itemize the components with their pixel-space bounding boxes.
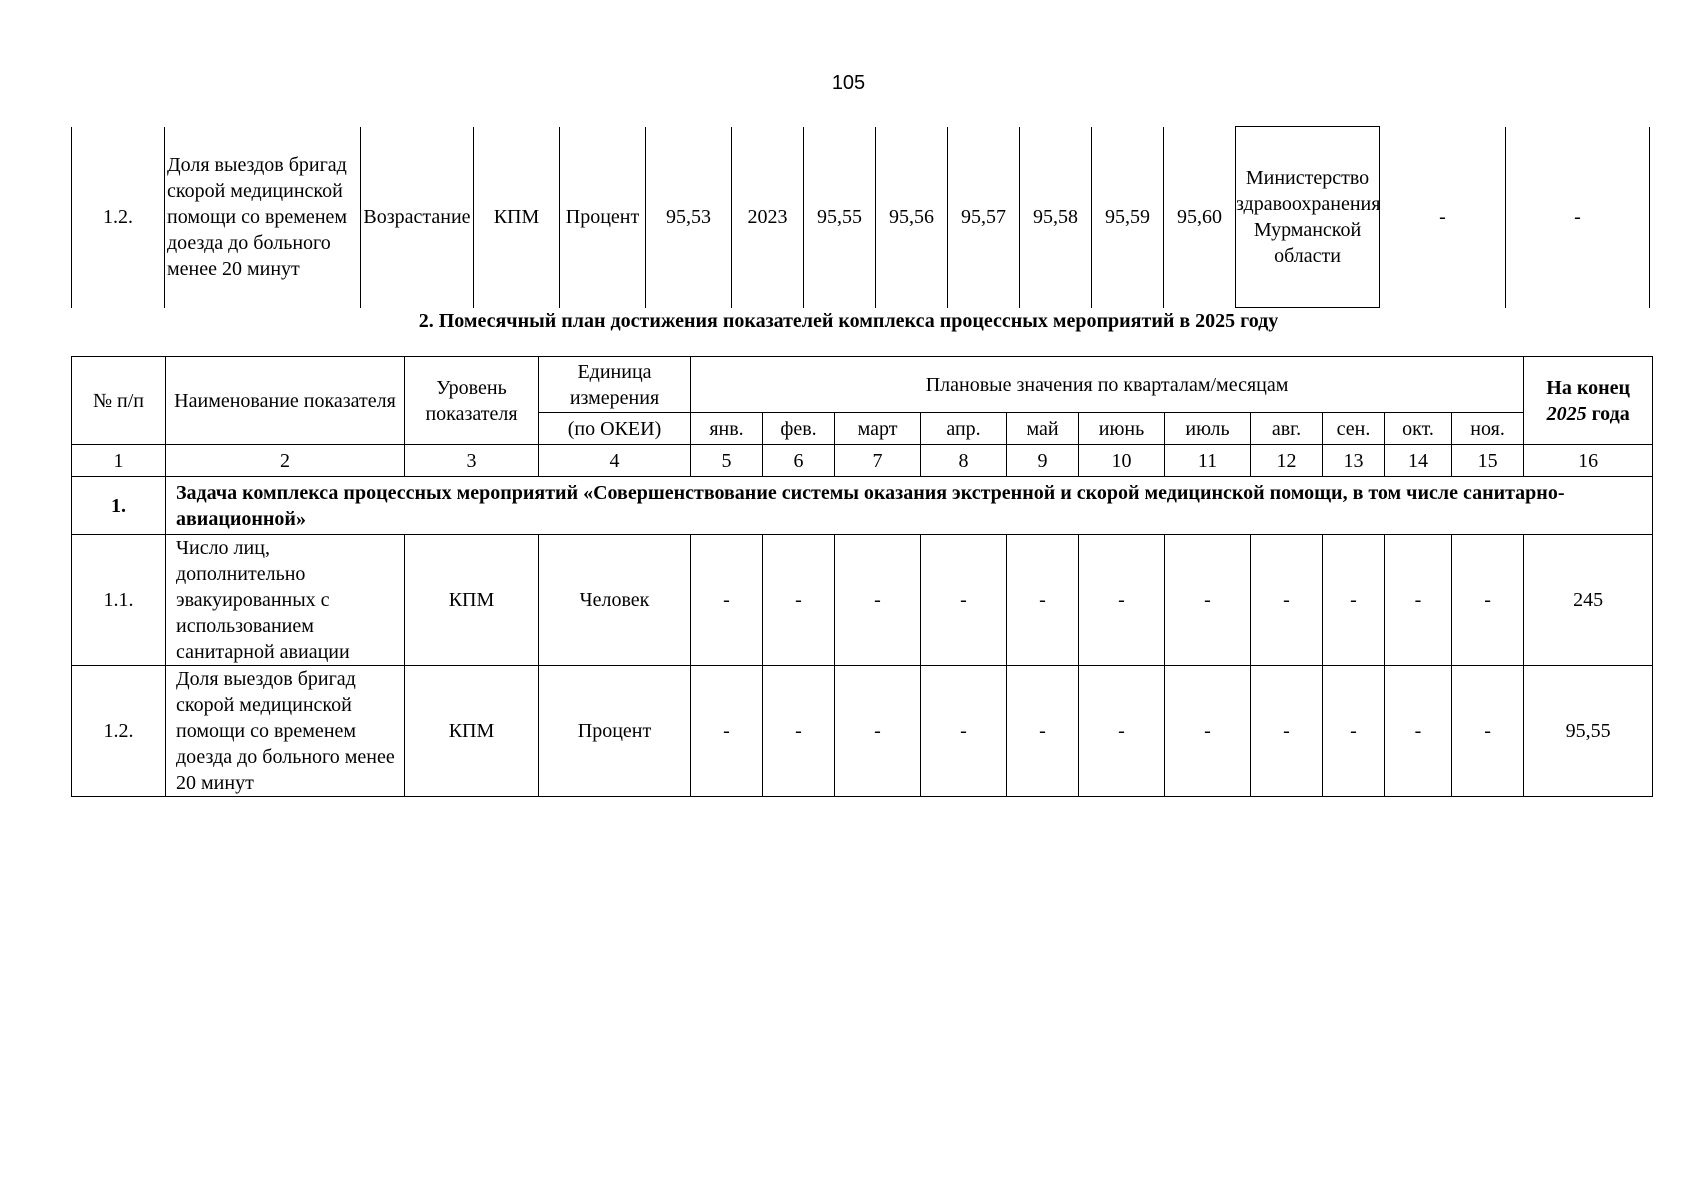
month-value: - — [1007, 535, 1079, 666]
column-number: 4 — [539, 445, 691, 477]
header-month: фев. — [763, 413, 835, 445]
value-cell: 95,59 — [1092, 127, 1164, 308]
header-row — [72, 357, 1653, 413]
page-number: 105 — [831, 72, 866, 94]
column-number: 11 — [1165, 445, 1251, 477]
month-value: - — [1385, 666, 1452, 797]
indicator-name: Число лиц, дополнительно эвакуированных с использованием санитарной авиации — [166, 535, 405, 666]
month-value: - — [691, 666, 763, 797]
header-planned: Плановые значения по кварталам/месяцам — [691, 357, 1524, 413]
column-number: 15 — [1452, 445, 1524, 477]
header-month: июль — [1165, 413, 1251, 445]
header-end — [1524, 357, 1653, 445]
indicator-level: КПМ — [405, 535, 539, 666]
header-okei: (по ОКЕИ) — [539, 413, 691, 445]
dash-cell: - — [1506, 127, 1650, 308]
monthly-plan-table — [71, 356, 1653, 797]
header-month: авг. — [1251, 413, 1323, 445]
column-number: 16 — [1524, 445, 1653, 477]
indicator-unit: Процент — [560, 127, 646, 308]
end-value: 95,55 — [1524, 666, 1653, 797]
column-number-row — [72, 445, 1653, 477]
indicator-trend: Возрастание — [361, 127, 474, 308]
column-number: 7 — [835, 445, 921, 477]
row-number: 1.1. — [72, 535, 166, 666]
column-number: 3 — [405, 445, 539, 477]
month-value: - — [1323, 535, 1385, 666]
table-row — [72, 127, 1650, 308]
task-number: 1. — [72, 477, 166, 535]
header-num: № п/п — [72, 357, 166, 445]
indicator-name: Доля выездов бригад скорой медицинской помощи со временем доезда до больного менее 20 минут — [166, 666, 405, 797]
column-number: 6 — [763, 445, 835, 477]
header-unit: Единица измерения — [539, 357, 691, 413]
value-cell: 95,60 — [1164, 127, 1236, 308]
month-value: - — [835, 535, 921, 666]
responsible-body: Министерство здравоохранения Мурманской области — [1236, 127, 1380, 308]
header-month: июнь — [1079, 413, 1165, 445]
end-value: 245 — [1524, 535, 1653, 666]
indicator-name: Доля выездов бригад скорой медицинской помощи со временем доезда до больного менее 20 минут — [165, 127, 361, 308]
month-value: - — [1251, 535, 1323, 666]
header-month: апр. — [921, 413, 1007, 445]
header-month: ноя. — [1452, 413, 1524, 445]
base-value: 95,53 — [646, 127, 732, 308]
header-end-prefix: На конец — [1546, 376, 1631, 399]
indicator-level: КПМ — [405, 666, 539, 797]
month-value: - — [921, 535, 1007, 666]
month-value: - — [1165, 666, 1251, 797]
indicator-table-continuation — [71, 126, 1650, 308]
row-number: 1.2. — [72, 127, 165, 308]
base-year: 2023 — [732, 127, 804, 308]
dash-cell: - — [1380, 127, 1506, 308]
header-month: янв. — [691, 413, 763, 445]
column-number: 2 — [166, 445, 405, 477]
month-value: - — [835, 666, 921, 797]
column-number: 14 — [1385, 445, 1452, 477]
column-number: 5 — [691, 445, 763, 477]
month-value: - — [763, 535, 835, 666]
header-end-suffix: года — [1591, 402, 1630, 425]
indicator-unit: Процент — [539, 666, 691, 797]
table-row — [72, 535, 1653, 666]
value-cell: 95,57 — [948, 127, 1020, 308]
month-value: - — [1323, 666, 1385, 797]
indicator-unit: Человек — [539, 535, 691, 666]
header-name: Наименование показателя — [166, 357, 405, 445]
column-number: 1 — [72, 445, 166, 477]
column-number: 12 — [1251, 445, 1323, 477]
month-value: - — [763, 666, 835, 797]
row-number: 1.2. — [72, 666, 166, 797]
month-value: - — [1452, 535, 1524, 666]
value-cell: 95,58 — [1020, 127, 1092, 308]
month-value: - — [1007, 666, 1079, 797]
month-value: - — [1079, 666, 1165, 797]
column-number: 10 — [1079, 445, 1165, 477]
month-value: - — [1452, 666, 1524, 797]
header-month: март — [835, 413, 921, 445]
table-row — [72, 666, 1653, 797]
value-cell: 95,56 — [876, 127, 948, 308]
header-month: сен. — [1323, 413, 1385, 445]
header-month: окт. — [1385, 413, 1452, 445]
month-value: - — [1165, 535, 1251, 666]
value-cell: 95,55 — [804, 127, 876, 308]
month-value: - — [921, 666, 1007, 797]
task-title: Задача комплекса процессных мероприятий «Совершенствование системы оказания экстренной и скорой медицинской помощи, в том числе санитарно-авиационной» — [166, 477, 1653, 535]
month-value: - — [1079, 535, 1165, 666]
section-title: 2. Помесячный план достижения показателей комплекса процессных мероприятий в 2025 году — [418, 310, 1279, 332]
indicator-level: КПМ — [474, 127, 560, 308]
column-number: 9 — [1007, 445, 1079, 477]
task-row — [72, 477, 1653, 535]
header-level: Уровень показателя — [405, 357, 539, 445]
column-number: 13 — [1323, 445, 1385, 477]
month-value: - — [1251, 666, 1323, 797]
header-end-year: 2025 — [1546, 402, 1587, 425]
column-number: 8 — [921, 445, 1007, 477]
month-value: - — [1385, 535, 1452, 666]
header-month: май — [1007, 413, 1079, 445]
month-value: - — [691, 535, 763, 666]
